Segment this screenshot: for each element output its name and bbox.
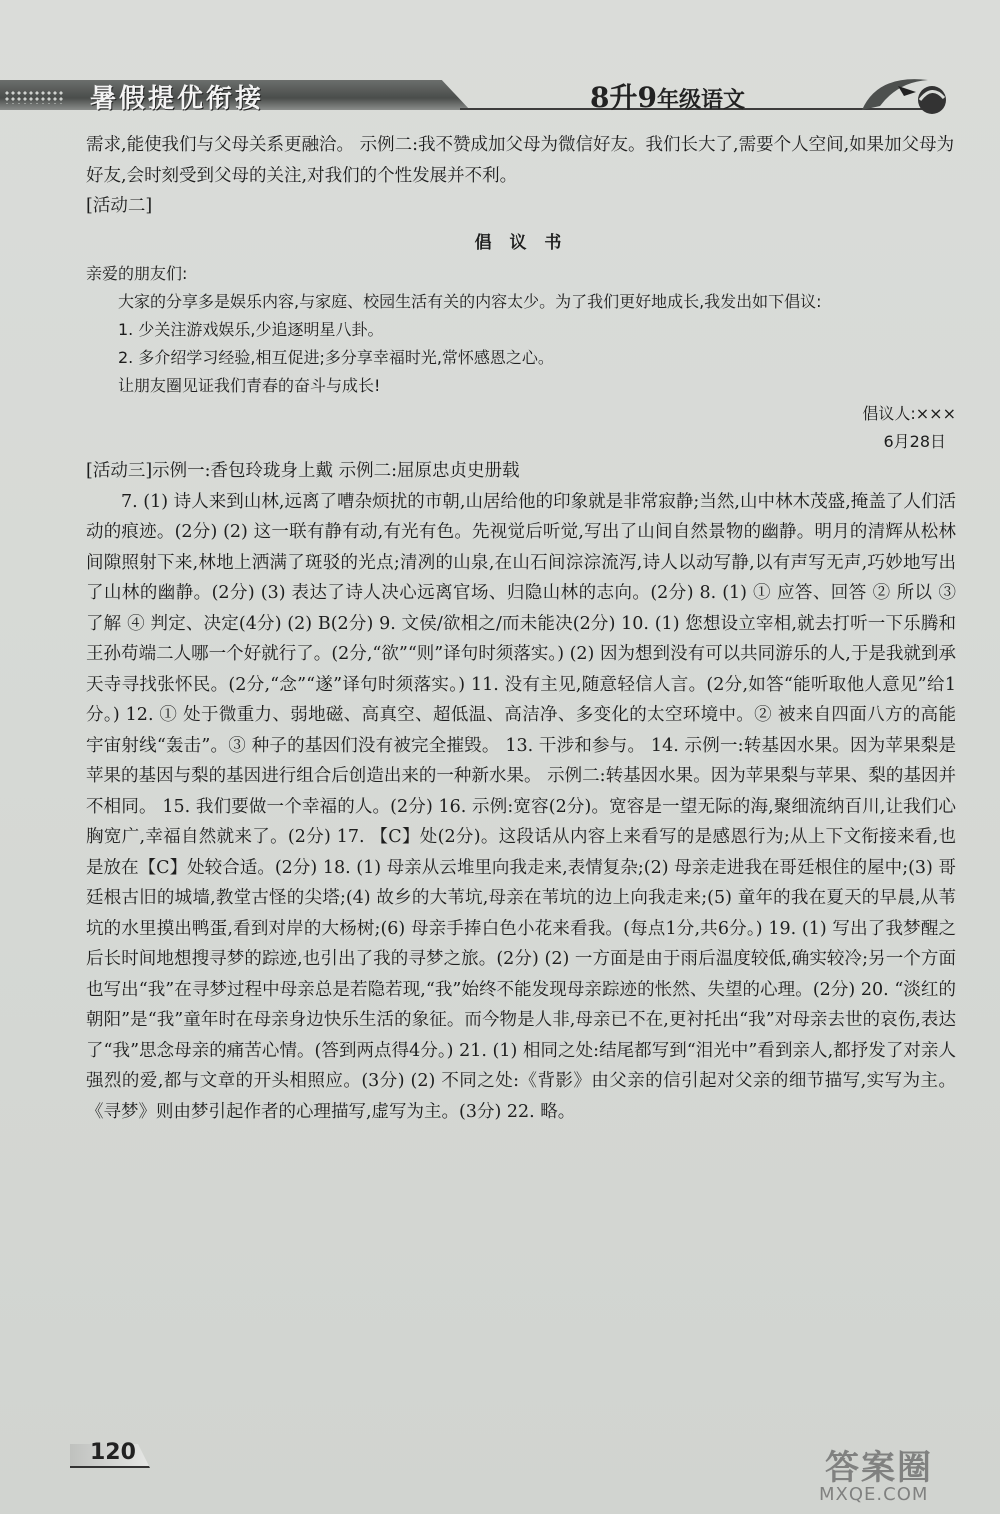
page-number: 120	[90, 1440, 136, 1465]
series-title: 暑假提优衔接	[90, 84, 265, 114]
swoosh-logo-icon	[858, 70, 948, 118]
page-header	[0, 60, 1000, 130]
watermark	[815, 1440, 985, 1510]
page-number-tab	[70, 1438, 160, 1468]
proposal-date: 6月28日	[883, 432, 946, 451]
intro-paragraph: 需求,能使我们与父母关系更融洽。 示例二:我不赞成加父母为微信好友。我们长大了,需要个人空间,如果加父母为好友,会时刻受到父母的关注,对我们的个性发展并不利。	[86, 135, 955, 186]
watermark-url: MXQE.COM	[819, 1484, 929, 1505]
proposal-item-1: 1. 少关注游戏娱乐,少追逐明星八卦。	[118, 320, 384, 339]
activity3-text: [活动三]示例一:香包玲珑身上戴 示例二:屈原忠贞史册载	[86, 461, 520, 481]
grade-suffix: 年级语文	[656, 87, 745, 113]
proposal-greeting: 亲爱的朋友们:	[86, 264, 188, 283]
proposal-item-2: 2. 多介绍学习经验,相互促进;多分享幸福时光,常怀感恩之心。	[118, 348, 554, 367]
proposal-title: 倡 议 书	[474, 232, 568, 253]
activity2-tag: [活动二]	[86, 196, 153, 216]
proposal-text: 大家的分享多是娱乐内容,与家庭、校园生活有关的内容太少。为了我们更好地成长,我发出如下倡议:	[118, 292, 822, 311]
proposal-body	[86, 260, 956, 456]
grade-subject	[590, 76, 745, 116]
proposal-closing: 让朋友圈见证我们青春的奋斗与成长!	[118, 376, 381, 395]
grade-main: 8升9	[590, 81, 657, 114]
header-dot-pattern	[4, 90, 64, 104]
answer-key-text: 7. (1) 诗人来到山林,远离了嘈杂烦扰的市朝,山居给他的印象就是非常寂静;当然,山中林木茂盛,掩盖了人们活动的痕迹。(2分) (2) 这一联有静有动,有光有色。先视觉后听觉,写出了山间自然景物的幽静。明月的清辉从松林间隙照射下来,林地上洒满了斑驳的光点;清冽的山泉,在山石间淙淙流泻,诗人以动写静,以有声写无声,巧妙地写出了山林的幽静。(2分) (3) 表达了诗人决心远离官场、归隐山林的志向。(2分) 8. (1) ① 应答、回答 ② 所以 ③ 了解 ④ 判定、决定(4分) (2) B(2分) 9. 文侯/欲相之/而未能决(2分) 10. (1) 您想设立宰相,就去打听一下乐腾和王孙苟端二人哪一个好就行了。(2分,“欲”“则”译句时须落实。) (2) 因为想到没有可以共同游乐的人,于是我就到承天寺寻找张怀民。(2分,“念”“遂”译句时须落实。) 11. 没有主见,随意轻信人言。(2分,如答“能听取他人意见”给1分。) 12. ① 处于微重力、弱地磁、高真空、超低温、高洁净、多变化的太空环境中。② 被来自四面八方的高能宇宙射线“轰击”。③ 种子的基因们没有被完全摧毁。 13. 干涉和参与。 14. 示例一:转基因水果。因为苹果梨是苹果的基因与梨的基因进行组合后创造出来的一种新水果。 示例二:转基因水果。因为苹果梨与苹果、梨的基因并不相同。 15. 我们要做一个幸福的人。(2分) 16. 示例:宽容(2分)。宽容是一望无际的海,聚细流纳百川,让我们心胸宽广,幸福自然就来了。(2分) 17. 【C】处(2分)。这段话从内容上来看写的是感恩行为;从上下文衔接来看,也是放在【C】处较合适。(2分) 18. (1) 母亲从云堆里向我走来,表情复杂;(2) 母亲走进我在哥廷根住的屋中;(3) 哥廷根古旧的城墙,教堂古怪的尖塔;(4) 故乡的大苇坑,母亲在苇坑的边上向我走来;(5) 童年的我在夏天的早晨,从苇坑的水里摸出鸭蛋,看到对岸的大杨树;(6) 母亲手捧白色小花来看我。(每点1分,共6分。) 19. (1) 写出了我梦醒之后长时间地想搜寻梦的踪迹,也引出了我的寻梦之旅。(2分) (2) 一方面是由于雨后温度较低,确实较冷;另一个方面也写出“我”在寻梦过程中母亲总是若隐若现,“我”始终不能发现母亲踪迹的怅然、失望的心理。(2分) 20. “淡红的朝阳”是“我”童年时在母亲身边快乐生活的象征。而今物是人非,母亲已不在,更衬托出“我”对母亲去世的哀伤,表达了“我”思念母亲的痛苦心情。(答到两点得4分。) 21. (1) 相同之处:结尾都写到“泪光中”看到亲人,都抒发了对亲人强烈的爱,都与文章的开头相照应。(3分) (2) 不同之处:《背影》由父亲的信引起对父亲的细节描写,实写为主。《寻梦》则由梦引起作者的心理描写,虚写为主。(3分) 22. 略。	[86, 491, 956, 1122]
proposal-signer: 倡议人:×××	[862, 404, 956, 423]
watermark-text: 答案圈	[825, 1448, 933, 1488]
page-content	[86, 130, 956, 1127]
